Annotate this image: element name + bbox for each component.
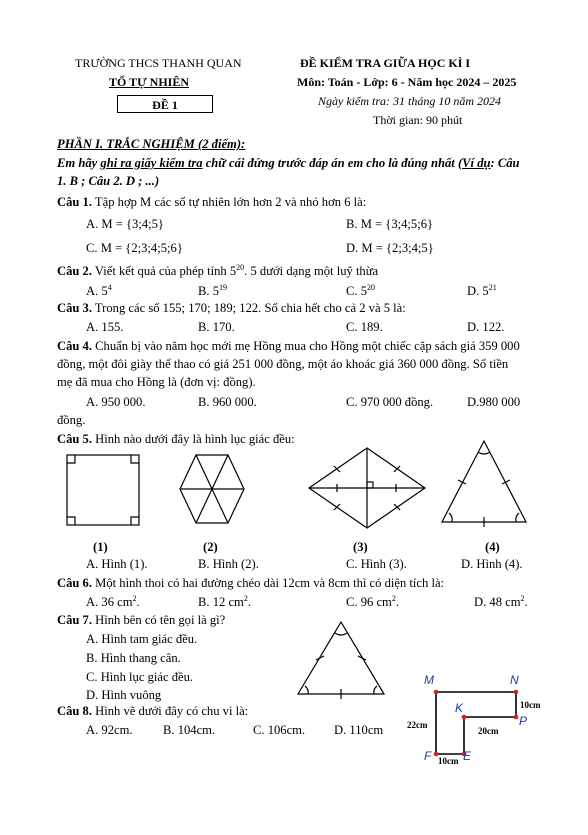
q3-option-d[interactable]: D. 122. xyxy=(467,320,505,334)
q8-length-fe: 10cm xyxy=(438,756,459,766)
q8-option-a[interactable]: A. 92cm. xyxy=(86,723,133,737)
q8-label-m: M xyxy=(424,673,434,687)
q7-option-d[interactable]: D. Hình vuông xyxy=(86,688,162,702)
q5-figure-label-1: (1) xyxy=(93,540,108,554)
department-name: TỔ TỰ NHIÊN xyxy=(109,75,190,89)
q8-option-b[interactable]: B. 104cm. xyxy=(163,723,216,737)
instruction-line-1: Em hãy ghi ra giấy kiểm tra chữ cái đứng trước đáp án em cho là đúng nhất (Ví dụ: Câu xyxy=(57,156,520,170)
q8-stem: Câu 8. Hình vẽ dưới đây có chu vi là: xyxy=(57,704,249,718)
q8-label-k: K xyxy=(455,701,464,715)
q8-label-n: N xyxy=(510,673,519,687)
q3-option-b[interactable]: B. 170. xyxy=(198,320,235,334)
q8-vertex-points xyxy=(434,690,519,757)
q5-option-b[interactable]: B. Hình (2). xyxy=(198,557,259,571)
q8-label-p: P xyxy=(519,714,528,728)
q8-option-c[interactable]: C. 106cm. xyxy=(253,723,306,737)
exam-title: ĐỀ KIỂM TRA GIỮA HỌC KÌ I xyxy=(300,56,471,70)
q7-option-b[interactable]: B. Hình thang cân. xyxy=(86,651,181,665)
q8-length-kp: 20cm xyxy=(478,726,499,736)
q8-length-mf: 22cm xyxy=(407,720,428,730)
q3-option-c[interactable]: C. 189. xyxy=(346,320,383,334)
instruction-line-2: 1. B ; Câu 2. D ; ...) xyxy=(57,174,160,188)
q2-option-c[interactable]: C. $5^{20}$ xyxy=(346,282,375,298)
q6-option-b[interactable]: B. 12 $cm^2$. xyxy=(198,593,251,609)
q8-label-e: E xyxy=(463,749,472,763)
q5-figure-label-4: (4) xyxy=(485,540,500,554)
q6-option-c[interactable]: C. 96 $cm^2$. xyxy=(346,593,399,609)
q4-option-d-tail: đồng. xyxy=(57,413,86,427)
q4-stem-line-1: Câu 4. Chuẩn bị vào năm học mới mẹ Hồng mua cho Hồng một chiếc cặp sách giá 359 000 xyxy=(57,339,520,353)
q1-option-a[interactable]: A. M = {3;4;5} xyxy=(86,217,164,231)
q8-label-f: F xyxy=(424,749,432,763)
q1-option-b[interactable]: B. M = {3;4;5;6} xyxy=(346,217,434,231)
q4-option-b[interactable]: B. 960 000. xyxy=(198,395,257,409)
section-title: PHẦN I. TRẮC NGHIỆM (2 điểm): xyxy=(57,137,246,151)
exam-code: ĐỀ 1 xyxy=(152,98,178,112)
q6-option-d[interactable]: D. 48 $cm^2$. xyxy=(474,593,528,609)
q5-option-a[interactable]: A. Hình (1). xyxy=(86,557,148,571)
school-name: TRƯỜNG THCS THANH QUAN xyxy=(75,56,242,70)
q8-option-d[interactable]: D. 110cm xyxy=(334,723,384,737)
q4-option-a[interactable]: A. 950 000. xyxy=(86,395,146,409)
q4-option-c[interactable]: C. 970 000 đồng. xyxy=(346,395,434,409)
q8-length-np: 10cm xyxy=(520,700,541,710)
q5-figure-label-3: (3) xyxy=(353,540,368,554)
q5-option-d[interactable]: D. Hình (4). xyxy=(461,557,523,571)
q1-option-d[interactable]: D. M = {2;3;4;5} xyxy=(346,241,434,255)
q5-figure-label-2: (2) xyxy=(203,540,218,554)
q7-option-c[interactable]: C. Hình lục giác đều. xyxy=(86,670,194,684)
q4-option-d[interactable]: D.980 000 xyxy=(467,395,521,409)
exam-duration: Thời gian: 90 phút xyxy=(373,113,463,127)
subject-line: Môn: Toán - Lớp: 6 - Năm học 2024 – 2025 xyxy=(297,75,517,89)
q1-option-c[interactable]: C. M = {2;3;4;5;6} xyxy=(86,241,183,255)
q1-stem: Câu 1. Tập hợp M các số tự nhiên lớn hơn 2 và nhỏ hơn 6 là: xyxy=(57,195,367,209)
q5-option-c[interactable]: C. Hình (3). xyxy=(346,557,407,571)
q7-option-a[interactable]: A. Hình tam giác đều. xyxy=(86,632,198,646)
q6-stem: Câu 6. Một hình thoi có hai đường chéo dài 12cm và 8cm thì có diện tích là: xyxy=(57,576,445,590)
q4-stem-line-2: đồng, một đôi giày thể thao có giá 251 000 đồng, một áo khoác giá 360 000 đồng. Số tiền xyxy=(57,357,509,371)
q4-stem-line-3: mẹ đã mua cho Hồng là (đơn vị: đồng). xyxy=(57,375,256,389)
q7-stem: Câu 7. Hình bên có tên gọi là gì? xyxy=(57,613,226,627)
exam-date: Ngày kiểm tra: 31 tháng 10 năm 2024 xyxy=(318,94,501,108)
q2-option-b[interactable]: B. $5^{19}$ xyxy=(198,282,227,298)
q2-option-a[interactable]: A. $5^4$ xyxy=(86,282,112,298)
q5-stem: Câu 5. Hình nào dưới đây là hình lục giác đều: xyxy=(57,432,295,446)
q2-option-d[interactable]: D. $5^{21}$ xyxy=(467,282,497,298)
q2-stem: Câu 2. Viết kết quả của phép tính $5^{20}$. 5 dưới dạng một luỹ thừa xyxy=(57,262,379,278)
q6-option-a[interactable]: A. 36 $cm^2$. xyxy=(86,593,140,609)
q3-option-a[interactable]: A. 155. xyxy=(86,320,124,334)
q3-stem: Câu 3. Trong các số 155; 170; 189; 122. Số chia hết cho cả 2 và 5 là: xyxy=(57,301,406,315)
